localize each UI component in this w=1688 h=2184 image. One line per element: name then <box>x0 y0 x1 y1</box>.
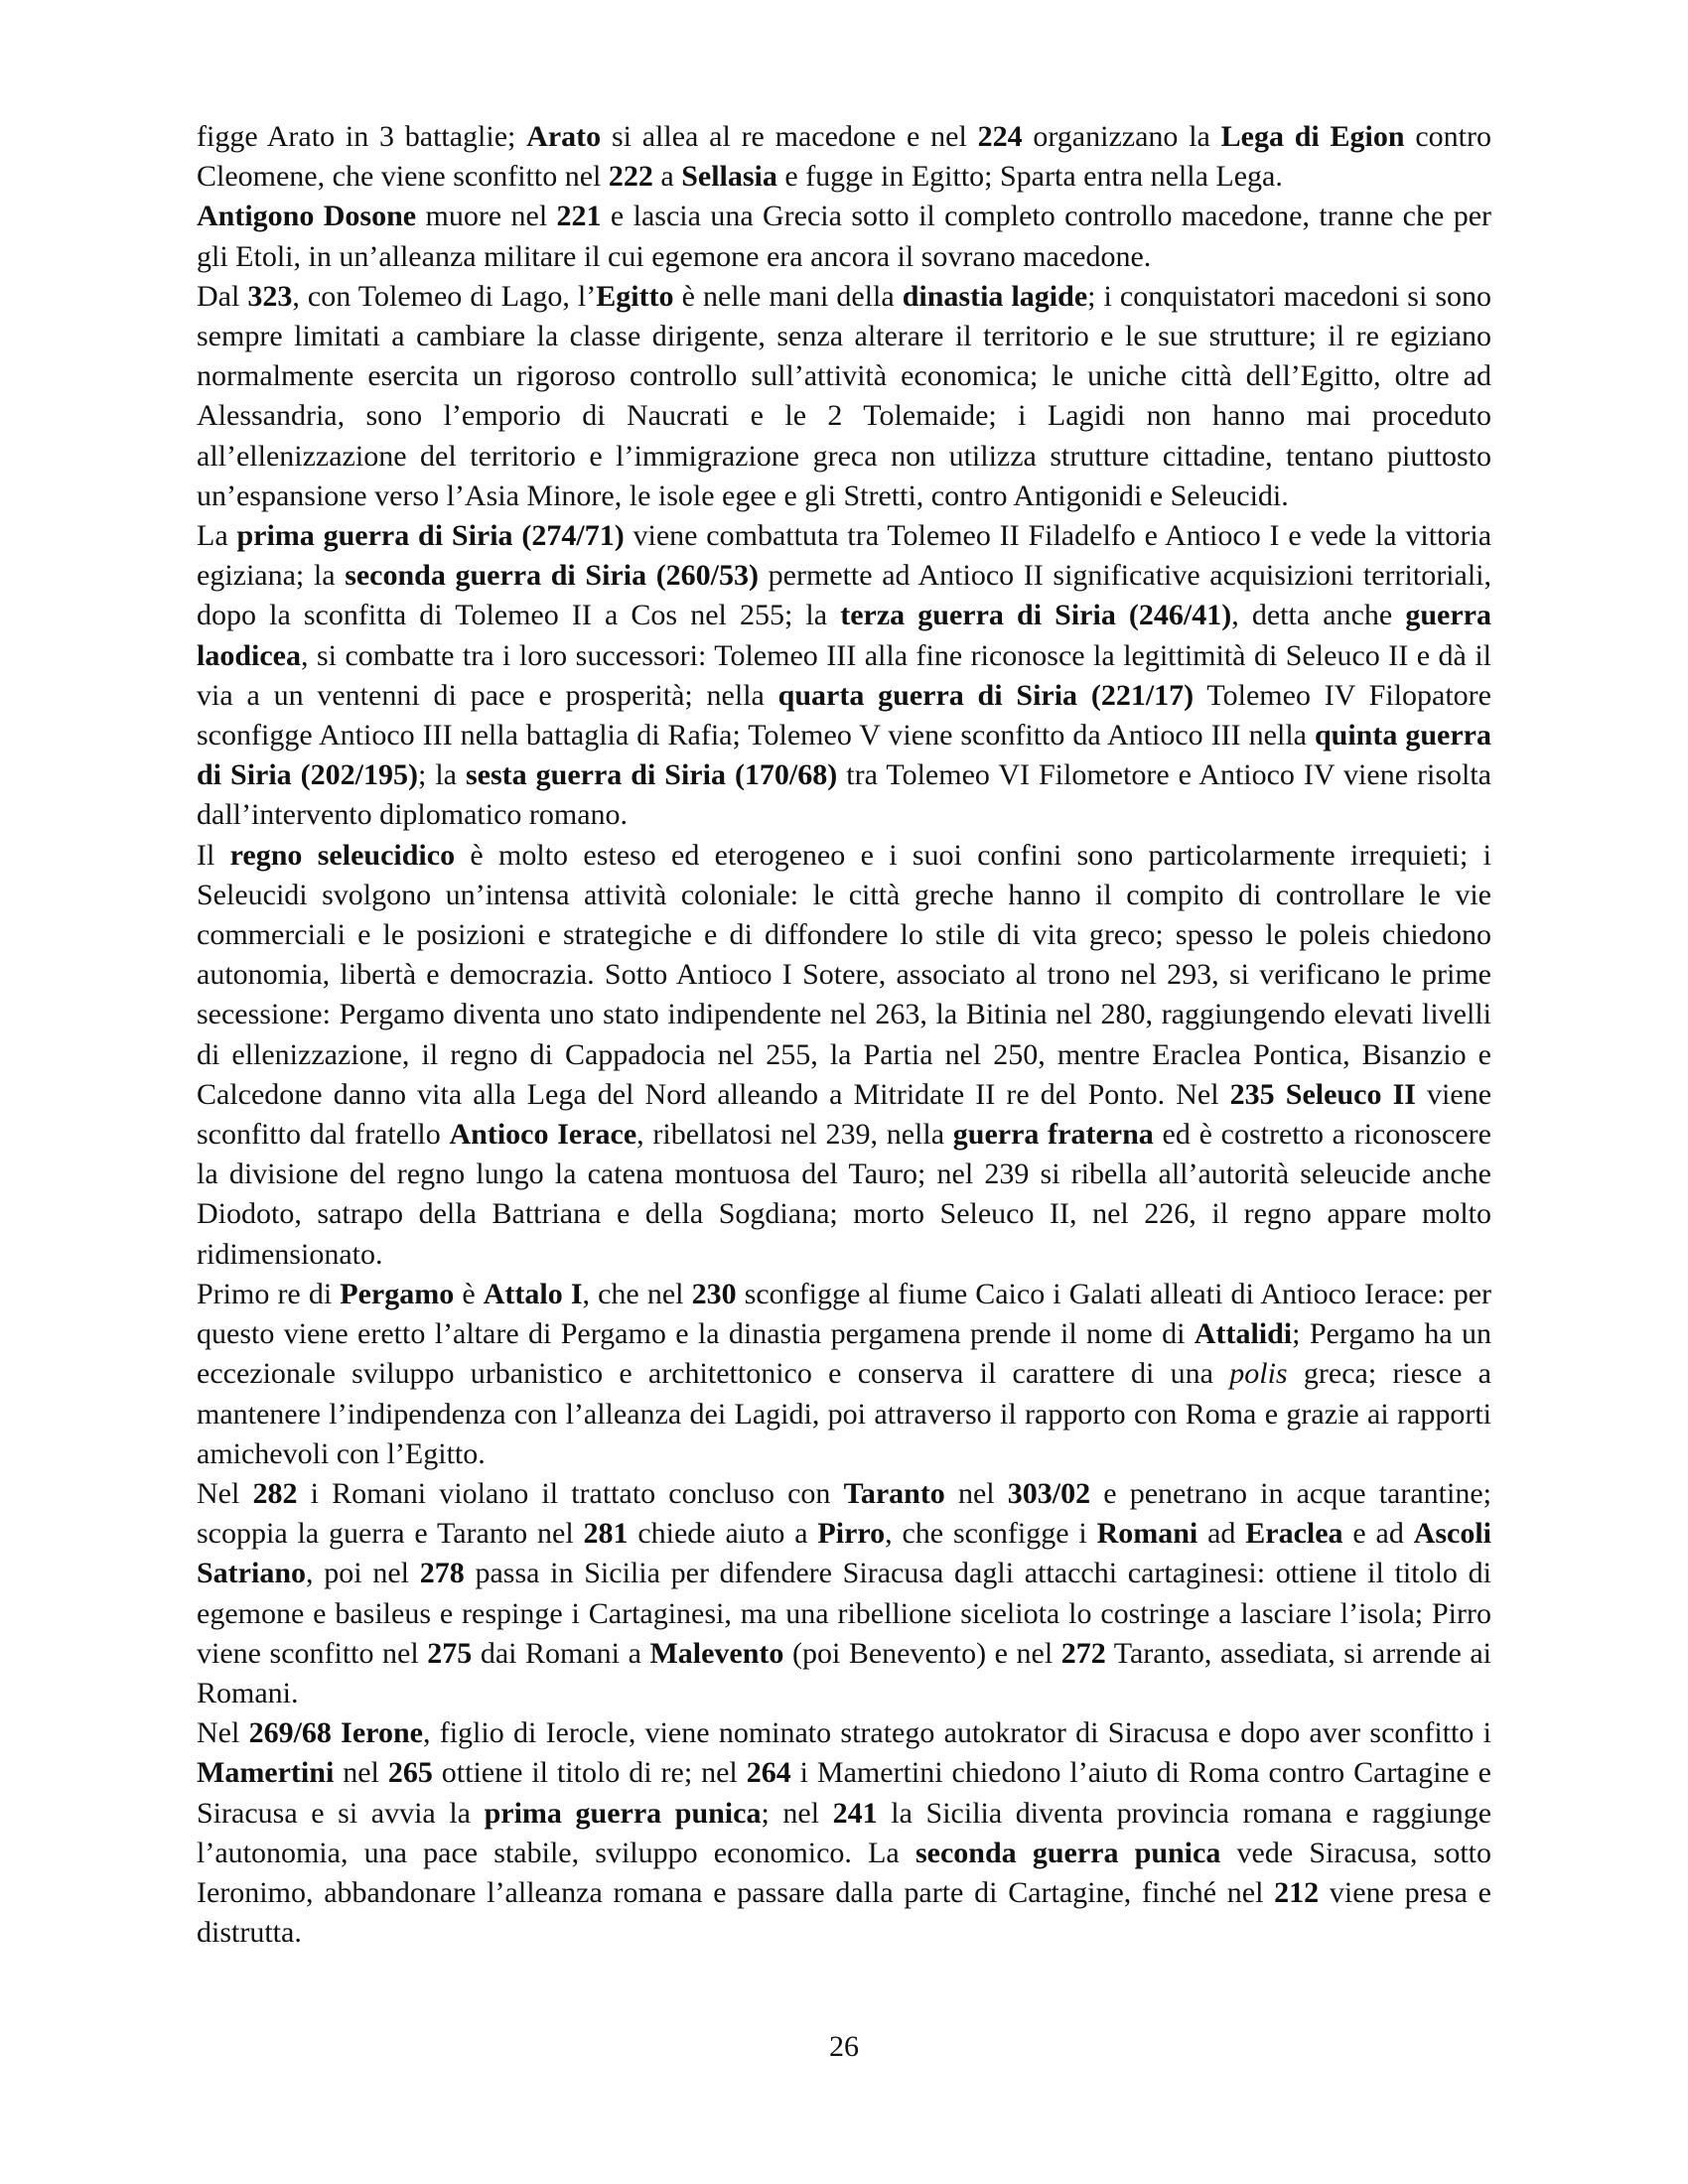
text-run: e lascia una Grecia sotto il completo controllo macedone, tranne che per gli Etoli, in un’alleanza militare il cui egemone era ancora il sovrano macedone. <box>197 200 1491 273</box>
text-run: viene combattuta tra Tolemeo II Filadelfo e Antioco I e vede la vittoria egiziana; la <box>197 519 1492 593</box>
text-run: Primo re di <box>197 1277 341 1310</box>
text-run: passa in Sicilia per difendere Siracusa dagli attacchi cartaginesi: ottiene il titolo di egemone e basileus e respinge i Cartaginesi, ma una ribellione siceliota lo costringe a lasciare l’isola; Pirro viene sconfitto nel <box>197 1557 1491 1670</box>
text-run: muore nel <box>416 200 557 233</box>
page-number: 26 <box>829 2030 859 2063</box>
bold-term: Attalo I <box>483 1277 583 1310</box>
text-run: organizzano la <box>1022 120 1221 153</box>
text-run: , poi nel <box>306 1557 420 1590</box>
paragraph-sellasia <box>197 117 1491 197</box>
bold-term: 275 <box>427 1636 473 1670</box>
text-run: permette ad Antioco II significative acquisizioni territoriali, dopo la sconfitta di Tolemeo II a Cos nel 255; la <box>197 559 1492 632</box>
bold-term: prima guerra punica <box>484 1796 762 1830</box>
text-run: sconfigge al fiume Caico i Galati alleati di Antioco Ierace: per questo viene eretto l’altare di Pergamo e la dinastia pergamena prende il nome di <box>197 1277 1492 1351</box>
text-run: i Romani violano il trattato concluso con <box>297 1476 844 1510</box>
bold-term: Ascoli Satriano <box>197 1517 1491 1590</box>
bold-term: sesta guerra di Siria (170/68) <box>465 758 838 792</box>
bold-term: 221 <box>556 200 602 233</box>
bold-term: terza guerra di Siria (246/41) <box>840 599 1232 632</box>
text-run: è <box>454 1277 484 1310</box>
text-run: , ribellatosi nel 239, nella <box>636 1118 953 1152</box>
text-run: Nel <box>197 1716 249 1750</box>
bold-term: 303/02 <box>1007 1476 1091 1510</box>
text-run: ; la <box>418 758 466 792</box>
text-run: (poi Benevento) e nel <box>783 1636 1061 1670</box>
bold-term: 235 Seleuco II <box>1229 1077 1416 1111</box>
text-run: nel <box>944 1476 1008 1510</box>
bold-term: Romani <box>1096 1517 1198 1551</box>
bold-term: seconda guerra punica <box>914 1836 1221 1869</box>
text-run: chiede aiuto a <box>628 1517 818 1551</box>
text-run: i Mamertini chiedono l’aiuto di Roma contro Cartagine e Siracusa e si avvia la <box>197 1756 1491 1830</box>
italic-term: polis <box>1229 1357 1288 1391</box>
text-run: , che nel <box>582 1277 692 1310</box>
bold-term: Eraclea <box>1245 1517 1343 1551</box>
text-run: è nelle mani della <box>673 279 903 313</box>
bold-term: 272 <box>1060 1636 1106 1670</box>
bold-term: Taranto <box>843 1476 945 1510</box>
bold-term: 323 <box>247 279 293 313</box>
text-run: a <box>652 160 682 194</box>
bold-term: quarta guerra di Siria (221/17) <box>777 678 1195 712</box>
paragraph-pergamo <box>197 1275 1491 1474</box>
paragraph-antigono-dosone <box>197 197 1491 276</box>
bold-term: Pirro <box>817 1517 886 1551</box>
bold-term: prima guerra di Siria (274/71) <box>236 519 625 553</box>
paragraph-regno-seleucidico <box>197 836 1491 1275</box>
text-run: vede Siracusa, sotto Ieronimo, abbandonare l’alleanza romana e passare dalla parte di Cartagine, finché nel <box>197 1836 1492 1909</box>
text-run: ottiene il titolo di re; nel <box>432 1756 747 1790</box>
bold-term: Egitto <box>596 279 674 313</box>
text-run: Nel <box>197 1476 253 1510</box>
text-run: , figlio di Ierocle, viene nominato stratego autokrator di Siracusa e dopo aver sconfitto i <box>422 1716 1491 1750</box>
bold-term: 282 <box>252 1476 298 1510</box>
text-run: nel <box>334 1756 388 1790</box>
bold-term: guerra fraterna <box>952 1118 1154 1152</box>
text-run: la Sicilia diventa provincia romana e raggiunge l’autonomia, una pace stabile, sviluppo economico. La <box>197 1796 1492 1869</box>
text-run: La <box>197 519 237 553</box>
bold-term: Arato <box>526 120 602 153</box>
bold-term: dinastia lagide <box>902 279 1088 313</box>
text-run: , che sconfigge i <box>885 1517 1097 1551</box>
text-run: e fugge in Egitto; Sparta entra nella Lega. <box>776 160 1283 194</box>
bold-term: Attalidi <box>1194 1317 1293 1351</box>
bold-term: 212 <box>1274 1875 1320 1909</box>
bold-term: 230 <box>691 1277 737 1310</box>
bold-term: Sellasia <box>681 160 777 194</box>
bold-term: quinta guerra di Siria (202/195) <box>197 719 1491 792</box>
bold-term: Antigono Dosone <box>197 200 417 233</box>
paragraph-egitto-lagide <box>197 277 1491 516</box>
text-block <box>197 117 1491 1953</box>
text-run: Tolemeo IV Filopatore sconfigge Antioco III nella battaglia di Rafia; Tolemeo V viene sconfitto da Antioco III nella <box>197 678 1491 752</box>
text-run: dai Romani a <box>472 1636 650 1670</box>
text-run: , detta anche <box>1231 599 1406 632</box>
paragraph-guerre-di-siria <box>197 516 1491 836</box>
text-run: ; i conquistatori macedoni si sono sempre limitati a cambiare la classe dirigente, senza alterare il territorio e le sue strutture; il re egiziano normalmente esercita un rigoroso controllo sull’attività economica; le uniche città dell’Egitto, oltre ad Alessandria, sono l’emporio di Naucrati e le 2 Tolemaide; i Lagidi non hanno mai proceduto all’ellenizzazione del territorio e l’immigrazione greca non utilizza strutture cittadine, tentano piuttosto un’espansione verso l’Asia Minore, le isole egee e gli Stretti, contro Antigonidi e Seleucidi. <box>197 279 1492 512</box>
text-run: Il <box>197 838 230 872</box>
bold-term: Pergamo <box>340 1277 455 1310</box>
bold-term: seconda guerra di Siria (260/53) <box>345 559 760 593</box>
bold-term: Mamertini <box>197 1756 335 1790</box>
text-run: è molto esteso ed eterogeneo e i suoi confini sono particolarmente irrequieti; i Seleucidi svolgono un’intensa attività coloniale: le città greche hanno il compito di controllare le vie commerciali e le posizioni e strategiche e di diffondere lo stile di vita greco; spesso le poleis chiedono autonomia, libertà e democrazia. Sotto Antioco I Sotere, associato al trono nel 293, si verificano le prime secessione: Pergamo diventa uno stato indipendente nel 263, la Bitinia nel 280, raggiungendo elevati livelli di ellenizzazione, il regno di Cappadocia nel 255, la Partia nel 250, mentre Eraclea Pontica, Bisanzio e Calcedone danno vita alla Lega del Nord alleando a Mitridate II re del Ponto. Nel <box>197 838 1492 1111</box>
bold-term: 224 <box>977 120 1023 153</box>
bold-term: Lega di Egion <box>1220 120 1405 153</box>
text-run: figge Arato in 3 battaglie; <box>197 120 527 153</box>
bold-term: 265 <box>387 1756 433 1790</box>
bold-term: Malevento <box>649 1636 784 1670</box>
bold-term: guerra laodicea <box>197 599 1491 672</box>
bold-term: 222 <box>608 160 653 194</box>
text-run: greca; riesce a mantenere l’indipendenza con l’alleanza dei Lagidi, poi attraverso il rapporto con Roma e grazie ai rapporti amichevoli con l’Egitto. <box>197 1357 1491 1470</box>
bold-term: Antioco Ierace <box>449 1118 637 1152</box>
text-run: Taranto, assediata, si arrende ai Romani. <box>197 1636 1491 1709</box>
text-run: ed è costretto a riconoscere la divisione del regno lungo la catena montuosa del Tauro; nel 239 si ribella all’autorità seleucide anche Diodoto, satrapo della Battriana e della Sogdiana; morto Seleuco II, nel 226, il regno appare molto ridimensionato. <box>197 1118 1491 1271</box>
text-run: , si combatte tra i loro successori: Tolemeo III alla fine riconosce la legittimità di Seleuco II e dà il via a un ventenni di pace e prosperità; nella <box>197 638 1491 712</box>
text-run: contro Cleomene, che viene sconfitto nel <box>197 120 1492 194</box>
bold-term: 264 <box>746 1756 791 1790</box>
bold-term: 241 <box>832 1796 878 1830</box>
text-run: ; nel <box>761 1796 833 1830</box>
bold-term: 278 <box>419 1557 465 1590</box>
text-run: tra Tolemeo VI Filometore e Antioco IV viene risolta dall’intervento diplomatico romano. <box>197 758 1491 832</box>
text-run: e ad <box>1342 1517 1414 1551</box>
text-run: ad <box>1197 1517 1246 1551</box>
bold-term: 269/68 Ierone <box>248 1716 423 1750</box>
text-run: si allea al re macedone e nel <box>601 120 978 153</box>
text-run: viene presa e distrutta. <box>197 1875 1491 1950</box>
paragraph-ierone <box>197 1713 1491 1953</box>
paragraph-pirro-taranto <box>197 1474 1491 1713</box>
text-run: Dal <box>197 279 248 313</box>
bold-term: 281 <box>583 1517 629 1551</box>
text-run: ; Pergamo ha un eccezionale sviluppo urbanistico e architettonico e conserva il carattere di una <box>197 1317 1492 1391</box>
text-run: e penetrano in acque tarantine; scoppia la guerra e Taranto nel <box>197 1476 1491 1551</box>
bold-term: regno seleucidico <box>229 838 456 872</box>
text-run: , con Tolemeo di Lago, l’ <box>292 279 597 313</box>
text-run: viene sconfitto dal fratello <box>197 1077 1492 1152</box>
